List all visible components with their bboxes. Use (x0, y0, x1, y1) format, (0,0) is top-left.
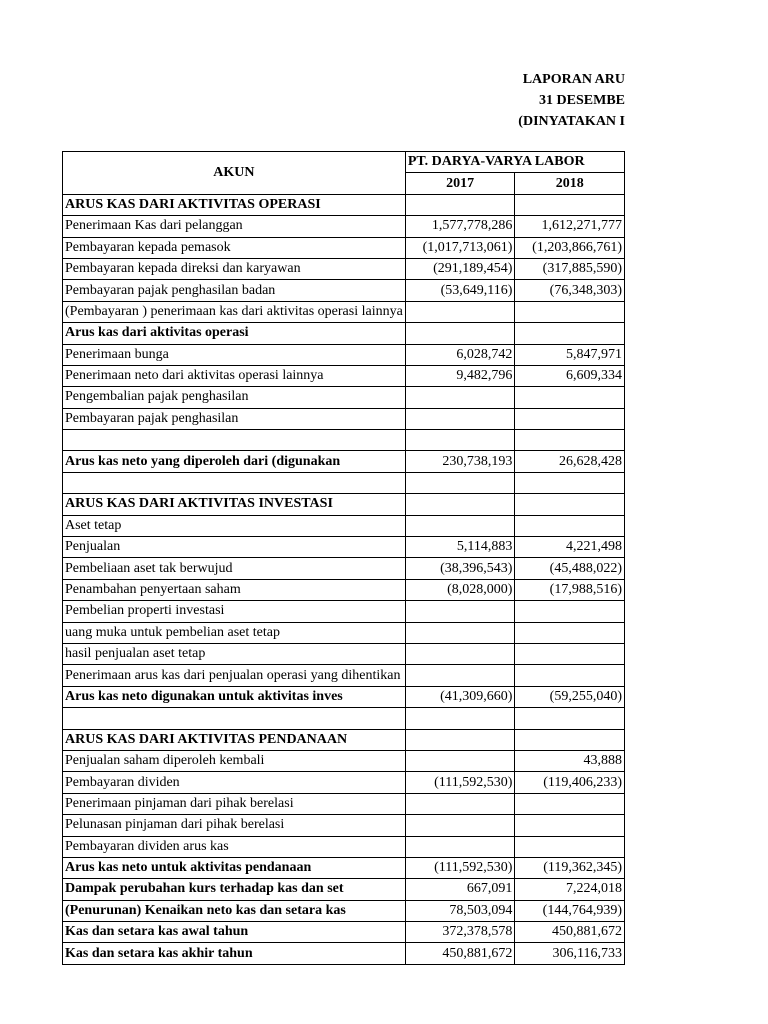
value-2017: 1,577,778,286 (405, 216, 515, 237)
value-2017: (41,309,660) (405, 686, 515, 707)
table-row (63, 943, 625, 964)
account-cell (63, 857, 406, 878)
value-2018: 7,224,018 (515, 879, 625, 900)
value-2018: (119,362,345) (515, 857, 625, 878)
value-2018 (515, 194, 625, 215)
value-2017 (405, 408, 515, 429)
column-header-company: PT. DARYA-VARYA LABOR (405, 152, 624, 173)
value-2018 (515, 793, 625, 814)
account-cell (63, 772, 406, 793)
value-2018: 6,609,334 (515, 365, 625, 386)
value-2018: 43,888 (515, 750, 625, 771)
account-cell (63, 922, 406, 943)
account-cell (63, 601, 406, 622)
value-2017: 667,091 (405, 879, 515, 900)
value-2018 (515, 430, 625, 451)
account-cell (63, 750, 406, 771)
value-2018 (515, 408, 625, 429)
report-date: 31 DESEMBE (539, 93, 625, 108)
table-row (63, 708, 625, 729)
table-row (63, 922, 625, 943)
account-label: ARUS KAS DARI AKTIVITAS PENDANAAN (65, 731, 348, 747)
account-cell (63, 408, 406, 429)
table-row (63, 472, 625, 493)
value-2018: (119,406,233) (515, 772, 625, 793)
value-2017 (405, 494, 515, 515)
value-2017: 372,378,578 (405, 922, 515, 943)
value-2018 (515, 665, 625, 686)
table-row (63, 815, 625, 836)
value-2018 (515, 387, 625, 408)
table-row (63, 686, 625, 707)
account-label: Dampak perubahan kurs terhadap kas dan set (65, 881, 344, 897)
table-row (63, 665, 625, 686)
account-cell (63, 301, 406, 322)
value-2018 (515, 301, 625, 322)
account-label: Pembelian properti investasi (65, 603, 225, 619)
value-2017: (111,592,530) (405, 772, 515, 793)
value-2018 (515, 472, 625, 493)
account-label: Pengembalian pajak penghasilan (65, 389, 249, 405)
account-cell (63, 258, 406, 279)
table-row (63, 558, 625, 579)
account-label: Pembayaran kepada pemasok (65, 239, 231, 255)
account-cell (63, 622, 406, 643)
value-2018: (59,255,040) (515, 686, 625, 707)
account-label: ARUS KAS DARI AKTIVITAS INVESTASI (65, 496, 333, 512)
account-label: Pembayaran dividen (65, 774, 180, 790)
value-2018: 450,881,672 (515, 922, 625, 943)
value-2018: (144,764,939) (515, 900, 625, 921)
table-row (63, 194, 625, 215)
account-cell (63, 472, 406, 493)
value-2018: (76,348,303) (515, 280, 625, 301)
table-row (63, 750, 625, 771)
value-2018 (515, 708, 625, 729)
account-cell (63, 815, 406, 836)
value-2018 (515, 494, 625, 515)
account-label: Arus kas neto digunakan untuk aktivitas inves (65, 688, 343, 704)
account-cell (63, 836, 406, 857)
value-2017 (405, 815, 515, 836)
account-label: Kas dan setara kas akhir tahun (65, 945, 253, 961)
account-label: Penerimaan neto dari aktivitas operasi lainnya (65, 368, 324, 384)
account-label: (Penurunan) Kenaikan neto kas dan setara kas (65, 902, 346, 918)
account-label: Pembayaran kepada direksi dan karyawan (65, 261, 301, 277)
account-cell (63, 558, 406, 579)
value-2018: (1,203,866,761) (515, 237, 625, 258)
value-2017: 6,028,742 (405, 344, 515, 365)
value-2017: 78,503,094 (405, 900, 515, 921)
column-header-2017: 2017 (405, 173, 515, 194)
value-2017: 5,114,883 (405, 537, 515, 558)
value-2018 (515, 622, 625, 643)
account-label: ARUS KAS DARI AKTIVITAS OPERASI (65, 196, 321, 212)
value-2018 (515, 323, 625, 344)
table-row (63, 900, 625, 921)
value-2017 (405, 793, 515, 814)
value-2018 (515, 515, 625, 536)
account-label: (Pembayaran ) penerimaan kas dari aktivitas operasi lainnya (65, 303, 403, 319)
value-2017: 230,738,193 (405, 451, 515, 472)
account-cell (63, 900, 406, 921)
account-cell (63, 729, 406, 750)
value-2018: (45,488,022) (515, 558, 625, 579)
value-2017 (405, 708, 515, 729)
table-row (63, 430, 625, 451)
account-label: Kas dan setara kas awal tahun (65, 924, 249, 940)
table-row (63, 836, 625, 857)
value-2017 (405, 387, 515, 408)
account-cell (63, 344, 406, 365)
account-label: uang muka untuk pembelian aset tetap (65, 624, 280, 640)
value-2017: (111,592,530) (405, 857, 515, 878)
value-2017 (405, 472, 515, 493)
table-row (63, 344, 625, 365)
table-row (63, 622, 625, 643)
account-label: Pembayaran pajak penghasilan (65, 410, 239, 426)
table-row (63, 601, 625, 622)
table-row (63, 515, 625, 536)
value-2017: (53,649,116) (405, 280, 515, 301)
account-cell (63, 430, 406, 451)
value-2018: 4,221,498 (515, 537, 625, 558)
account-cell (63, 793, 406, 814)
table-row (63, 879, 625, 900)
table-row (63, 387, 625, 408)
account-cell (63, 643, 406, 664)
account-label: Penambahan penyertaan saham (65, 582, 241, 597)
account-cell (63, 216, 406, 237)
column-header-2018: 2018 (515, 173, 625, 194)
value-2017 (405, 194, 515, 215)
account-cell (63, 515, 406, 536)
value-2017 (405, 301, 515, 322)
value-2017: (38,396,543) (405, 558, 515, 579)
value-2017 (405, 323, 515, 344)
value-2017: 450,881,672 (405, 943, 515, 964)
account-cell (63, 451, 406, 472)
account-label: Aset tetap (65, 517, 122, 533)
table-row (63, 216, 625, 237)
account-cell (63, 943, 406, 964)
value-2018 (515, 836, 625, 857)
value-2017 (405, 601, 515, 622)
account-cell (63, 537, 406, 558)
value-2018 (515, 729, 625, 750)
value-2017: 9,482,796 (405, 365, 515, 386)
table-row (63, 494, 625, 515)
table-row (63, 323, 625, 344)
account-label: Arus kas dari aktivitas operasi (65, 325, 249, 341)
value-2017 (405, 665, 515, 686)
table-row (63, 365, 625, 386)
account-cell (63, 237, 406, 258)
table-row (63, 301, 625, 322)
cash-flow-table (62, 151, 625, 965)
account-cell (63, 686, 406, 707)
account-cell (63, 323, 406, 344)
report-currency-note: (DINYATAKAN I (518, 114, 625, 129)
table-row (63, 579, 625, 600)
value-2018: 1,612,271,777 (515, 216, 625, 237)
value-2018 (515, 643, 625, 664)
account-cell (63, 579, 406, 600)
account-cell (63, 194, 406, 215)
account-cell (63, 879, 406, 900)
account-cell (63, 280, 406, 301)
account-label: Pembayaran pajak penghasilan badan (65, 282, 276, 298)
value-2018: 306,116,733 (515, 943, 625, 964)
column-header-akun: AKUN (63, 152, 406, 195)
value-2017 (405, 729, 515, 750)
table-row (63, 772, 625, 793)
value-2018 (515, 815, 625, 836)
table-row (63, 793, 625, 814)
account-cell (63, 494, 406, 515)
table-row (63, 643, 625, 664)
account-label: Pelunasan pinjaman dari pihak berelasi (65, 817, 285, 833)
account-label: Penjualan (65, 539, 121, 555)
account-label: Penerimaan arus kas dari penjualan operasi yang dihentikan (65, 667, 401, 683)
table-row (63, 280, 625, 301)
value-2017: (8,028,000) (405, 579, 515, 600)
account-label: Arus kas neto untuk aktivitas pendanaan (65, 860, 312, 876)
table-row (63, 408, 625, 429)
account-label: Pembayaran dividen arus kas (65, 838, 229, 854)
account-cell (63, 665, 406, 686)
account-label: Penerimaan pinjaman dari pihak berelasi (65, 795, 294, 811)
table-row (63, 451, 625, 472)
account-label: Penerimaan bunga (65, 346, 169, 362)
table-row (63, 237, 625, 258)
table-row (63, 258, 625, 279)
account-cell (63, 708, 406, 729)
value-2017 (405, 430, 515, 451)
value-2018 (515, 601, 625, 622)
value-2017 (405, 643, 515, 664)
value-2018: 5,847,971 (515, 344, 625, 365)
value-2017: (1,017,713,061) (405, 237, 515, 258)
account-label: Arus kas neto yang diperoleh dari (digunakan (65, 453, 341, 469)
report-title: LAPORAN ARU (522, 72, 625, 87)
account-cell (63, 387, 406, 408)
account-label: Penjualan saham diperoleh kembali (65, 753, 265, 769)
value-2018: (317,885,590) (515, 258, 625, 279)
value-2018: (17,988,516) (515, 579, 625, 600)
value-2017 (405, 836, 515, 857)
value-2017 (405, 622, 515, 643)
account-label: Penerimaan Kas dari pelanggan (65, 218, 243, 234)
account-cell (63, 365, 406, 386)
value-2017 (405, 750, 515, 771)
table-row (63, 857, 625, 878)
account-label: hasil penjualan aset tetap (65, 646, 206, 662)
value-2018: 26,628,428 (515, 451, 625, 472)
table-row (63, 537, 625, 558)
value-2017 (405, 515, 515, 536)
value-2017: (291,189,454) (405, 258, 515, 279)
account-label: Pembeliaan aset tak berwujud (65, 560, 233, 576)
table-row (63, 729, 625, 750)
